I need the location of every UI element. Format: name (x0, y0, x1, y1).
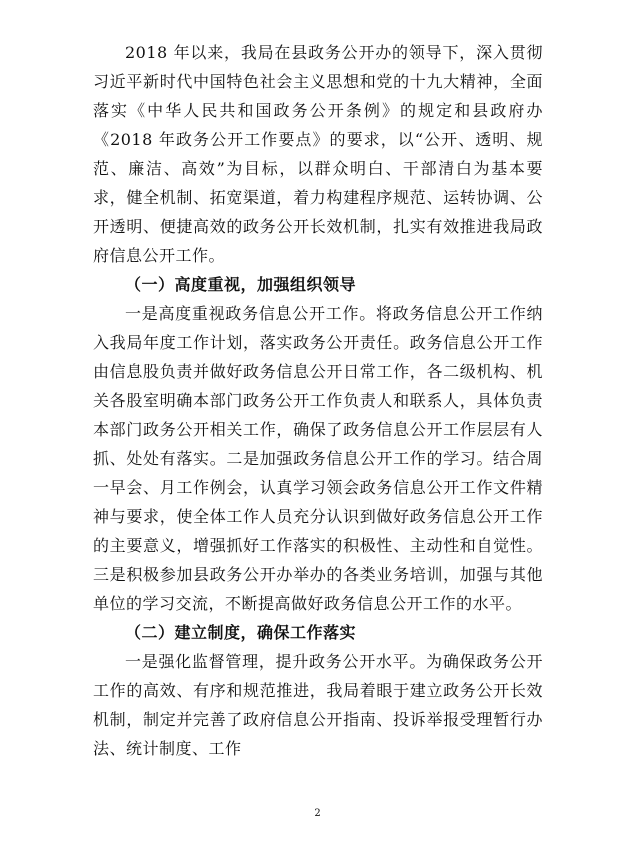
section-heading-1: （一）高度重视，加强组织领导 (125, 275, 357, 294)
paragraph-section-1: 一是高度重视政务信息公开工作。将政务信息公开工作纳入我局年度工作计划，落实政务公开责任。政务信息公开工作由信息股负责并做好政务信息公开日常工作，各二级机构、机关各股室明确本部门政务公开工作负责人和联系人，具体负责本部门政务公开相关工作，确保了政务信息公开工作层层有人抓、处处有落实。二是加强政务信息公开工作的学习。结合周一早会、月工作例会，认真学习领会政务信息公开工作文件精神与要求，使全体工作人员充分认识到做好政务信息公开工作的主要意义，增强抓好工作落实的积极性、主动性和自觉性。三是积极参加县政务公开办举办的各类业务培训，加强与其他单位的学习交流，不断提高做好政务信息公开工作的水平。 (93, 304, 543, 613)
paragraph-section-2: 一是强化监督管理，提升政务公开水平。为确保政务公开工作的高效、有序和规范推进，我局着眼于建立政务公开长效机制，制定并完善了政府信息公开指南、投诉举报受理暂行办法、统计制度、工作 (93, 652, 543, 758)
section-heading-2: （二）建立制度，确保工作落实 (125, 623, 357, 642)
paragraph-intro: 2018 年以来，我局在县政务公开办的领导下，深入贯彻习近平新时代中国特色社会主义思想和党的十九大精神，全面落实《中华人民共和国政务公开条例》的规定和县政府办《2018 年政务公开工作要点》的要求，以“公开、透明、规范、廉洁、高效”为目标，以群众明白、干部清白为基本要求，健全机制、拓宽渠道，着力构建程序规范、运转协调、公开透明、便捷高效的政务公开长效机制，扎实有效推进我局政府信息公开工作。 (93, 43, 543, 265)
document-body (93, 38, 543, 763)
page-number: 2 (314, 808, 321, 819)
